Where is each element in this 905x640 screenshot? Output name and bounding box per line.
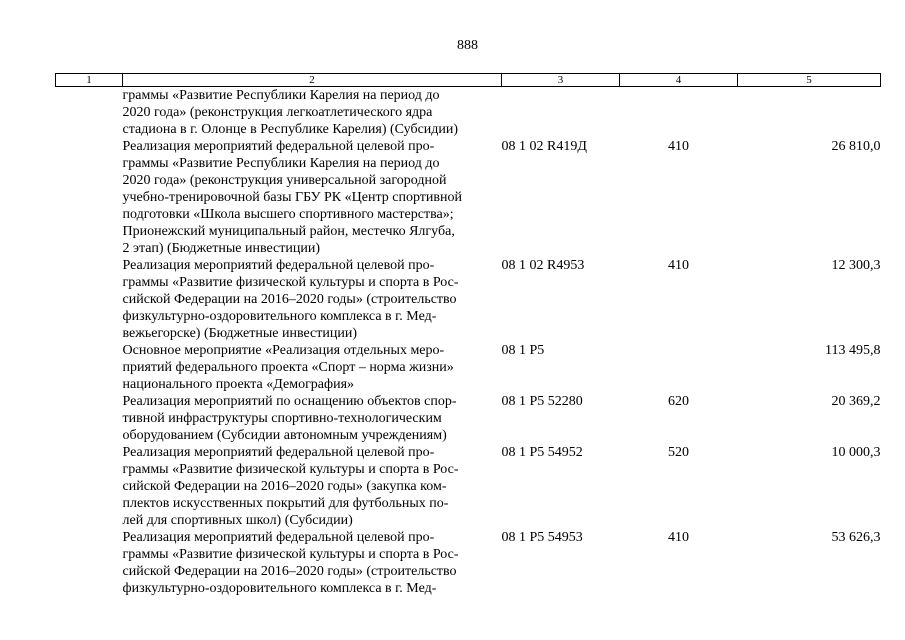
description-cell	[123, 87, 502, 139]
table-row	[56, 87, 881, 139]
table-row	[56, 138, 881, 257]
row-number-cell	[56, 257, 123, 342]
description-line: граммы «Развитие Республики Карелия на период до	[122, 156, 440, 171]
target-article-code-cell: 08 1 P5	[501, 343, 545, 358]
description-line: физкультурно-оздоровительного комплекса в г. Мед-	[122, 581, 437, 596]
description-line: Реализация мероприятий федеральной целевой про-	[122, 445, 435, 460]
description-line: граммы «Развитие физической культуры и спорта в Рос-	[122, 275, 459, 290]
description-line: Реализация мероприятий федеральной целевой про-	[122, 139, 435, 154]
column-number-2: 2	[123, 74, 502, 87]
description-line: 2 этап) (Бюджетные инвестиции)	[122, 241, 321, 256]
table-row	[56, 444, 881, 529]
expense-type-cell: 520	[668, 445, 689, 460]
column-number-5: 5	[738, 74, 881, 87]
table-row	[56, 529, 881, 597]
description-line: тивной инфраструктуры спортивно-технологическим	[122, 411, 442, 426]
row-number-cell	[56, 444, 123, 529]
description-line: оборудованием (Субсидии автономным учреждениям)	[122, 428, 447, 443]
amount-cell: 20 369,2	[831, 394, 881, 409]
description-line: сийской Федерации на 2016–2020 годы» (закупка ком-	[122, 479, 447, 494]
description-line: Основное мероприятие «Реализация отдельных меро-	[122, 343, 445, 358]
description-line: стадиона в г. Олонце в Республике Карелия) (Субсидии)	[122, 122, 459, 137]
target-article-code-cell: 08 1 02 R4953	[501, 258, 585, 273]
expense-type-cell	[620, 342, 738, 393]
column-number-1: 1	[56, 74, 123, 87]
expense-type-cell: 410	[668, 530, 689, 545]
table-row	[56, 393, 881, 444]
target-article-code-cell: 08 1 P5 52280	[501, 394, 583, 409]
row-number-cell	[56, 87, 123, 139]
description-line: национального проекта «Демография»	[122, 377, 355, 392]
description-line: подготовки «Школа высшего спортивного мастерства»;	[122, 207, 454, 222]
description-cell	[123, 342, 502, 393]
amount-cell: 26 810,0	[831, 139, 881, 154]
description-line: Прионежский муниципальный район, местечко Ялгуба,	[122, 224, 455, 239]
description-cell	[123, 529, 502, 597]
column-number-3: 3	[502, 74, 620, 87]
description-line: Реализация мероприятий по оснащению объектов спор-	[122, 394, 457, 409]
column-number-4: 4	[620, 74, 738, 87]
table-body	[56, 87, 881, 598]
expense-type-cell	[620, 87, 738, 139]
amount-cell: 53 626,3	[831, 530, 881, 545]
target-article-code-cell: 08 1 02 R419Д	[501, 139, 587, 154]
description-line: 2020 года» (реконструкция легкоатлетического ядра	[122, 105, 433, 120]
description-line: плектов искусственных покрытий для футбольных по-	[122, 496, 449, 511]
column-number-header-row	[56, 74, 881, 87]
description-cell	[123, 257, 502, 342]
amount-cell: 113 495,8	[825, 343, 881, 358]
description-line: вежьегорске) (Бюджетные инвестиции)	[122, 326, 357, 341]
description-line: граммы «Развитие физической культуры и спорта в Рос-	[122, 462, 459, 477]
description-cell	[123, 444, 502, 529]
description-line: физкультурно-оздоровительного комплекса в г. Мед-	[122, 309, 437, 324]
table-row	[56, 257, 881, 342]
page-number: 888	[457, 38, 478, 53]
description-line: сийской Федерации на 2016–2020 годы» (строительство	[122, 564, 457, 579]
description-line: Реализация мероприятий федеральной целевой про-	[122, 258, 435, 273]
row-number-cell	[56, 138, 123, 257]
amount-cell	[738, 87, 881, 139]
target-article-code-cell	[502, 87, 620, 139]
amount-cell: 12 300,3	[831, 258, 881, 273]
row-number-cell	[56, 342, 123, 393]
description-cell	[123, 393, 502, 444]
expense-type-cell: 410	[668, 258, 689, 273]
expense-type-cell: 620	[668, 394, 689, 409]
description-line: приятий федерального проекта «Спорт – норма жизни»	[122, 360, 454, 375]
row-number-cell	[56, 393, 123, 444]
table-row	[56, 342, 881, 393]
description-cell	[123, 138, 502, 257]
description-line: 2020 года» (реконструкция универсальной загородной	[122, 173, 447, 188]
amount-cell: 10 000,3	[831, 445, 881, 460]
row-number-cell	[56, 529, 123, 597]
expense-type-cell: 410	[668, 139, 689, 154]
description-line: учебно-тренировочной базы ГБУ РК «Центр спортивной	[122, 190, 462, 205]
description-line: граммы «Развитие физической культуры и спорта в Рос-	[122, 547, 459, 562]
description-line: граммы «Развитие Республики Карелия на период до	[122, 88, 440, 103]
description-line: сийской Федерации на 2016–2020 годы» (строительство	[122, 292, 457, 307]
budget-table	[55, 73, 881, 597]
description-line: лей для спортивных школ) (Субсидии)	[122, 513, 353, 528]
target-article-code-cell: 08 1 P5 54953	[501, 530, 583, 545]
description-line: Реализация мероприятий федеральной целевой про-	[122, 530, 435, 545]
target-article-code-cell: 08 1 P5 54952	[501, 445, 583, 460]
